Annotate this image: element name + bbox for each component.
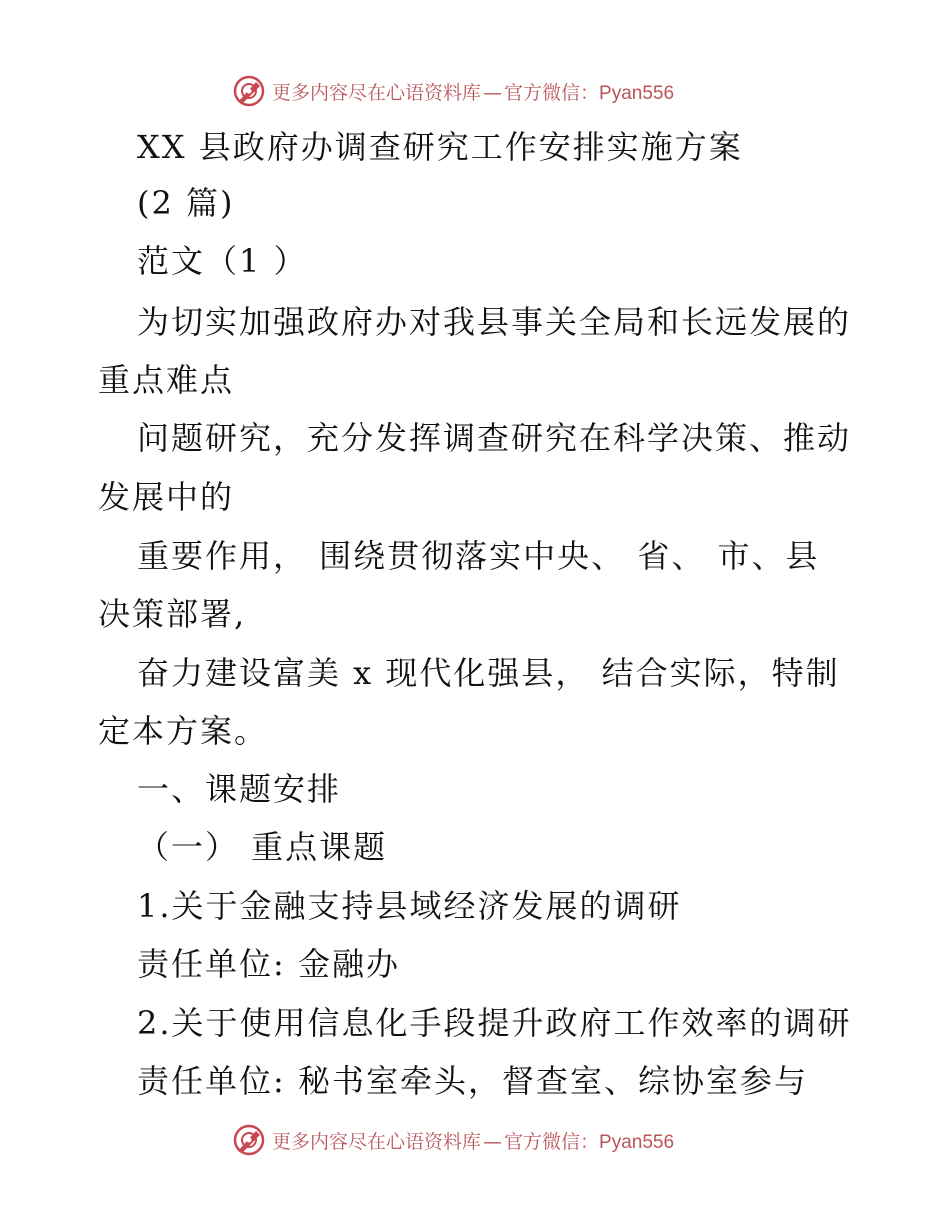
responsible-unit: 责任单位: 秘书室牵头，督查室、综协室参与	[137, 1062, 808, 1100]
watermark-text: 更多内容尽在心语资料库	[272, 1130, 482, 1153]
watermark-header	[232, 71, 674, 111]
document-title: XX 县政府办调查研究工作安排实施方案	[137, 128, 743, 166]
paragraph-line: 奋力建设富美 x 现代化强县， 结合实际，特制	[137, 654, 840, 692]
watermark-wechat-label: 官方微信：	[504, 1130, 600, 1153]
paragraph-line: 重点难点	[98, 361, 235, 399]
paragraph-line: 重要作用， 围绕贯彻落实中央、 省、 市、县	[137, 537, 820, 575]
watermark-id: Pyan556	[599, 82, 675, 104]
paragraph-line: 定本方案。	[98, 712, 269, 750]
document-subtitle: (2 篇)	[137, 184, 235, 222]
paragraph-line: 决策部署,	[98, 595, 247, 633]
pen-logo-icon	[232, 1123, 266, 1157]
watermark-dash: —	[483, 1130, 503, 1153]
topic-item: 2.关于使用信息化手段提升政府工作效率的调研	[137, 1004, 852, 1042]
section-label: 范文（1 ）	[137, 242, 308, 280]
watermark-text: 更多内容尽在心语资料库	[272, 81, 482, 104]
watermark-footer	[232, 1120, 674, 1160]
watermark-wechat-label: 官方微信：	[504, 81, 600, 104]
paragraph-line: 为切实加强政府办对我县事关全局和长远发展的	[137, 303, 852, 341]
watermark-id: Pyan556	[599, 1131, 675, 1153]
responsible-unit: 责任单位: 金融办	[137, 945, 400, 983]
watermark-dash: —	[483, 81, 503, 104]
subsection-heading: （一） 重点课题	[137, 828, 388, 866]
pen-logo-icon	[232, 74, 266, 108]
paragraph-line: 问题研究，充分发挥调查研究在科学决策、推动	[137, 419, 852, 457]
section-heading: 一、课题安排	[137, 770, 342, 808]
paragraph-line: 发展中的	[98, 478, 235, 516]
topic-item: 1.关于金融支持县域经济发展的调研	[137, 887, 682, 925]
